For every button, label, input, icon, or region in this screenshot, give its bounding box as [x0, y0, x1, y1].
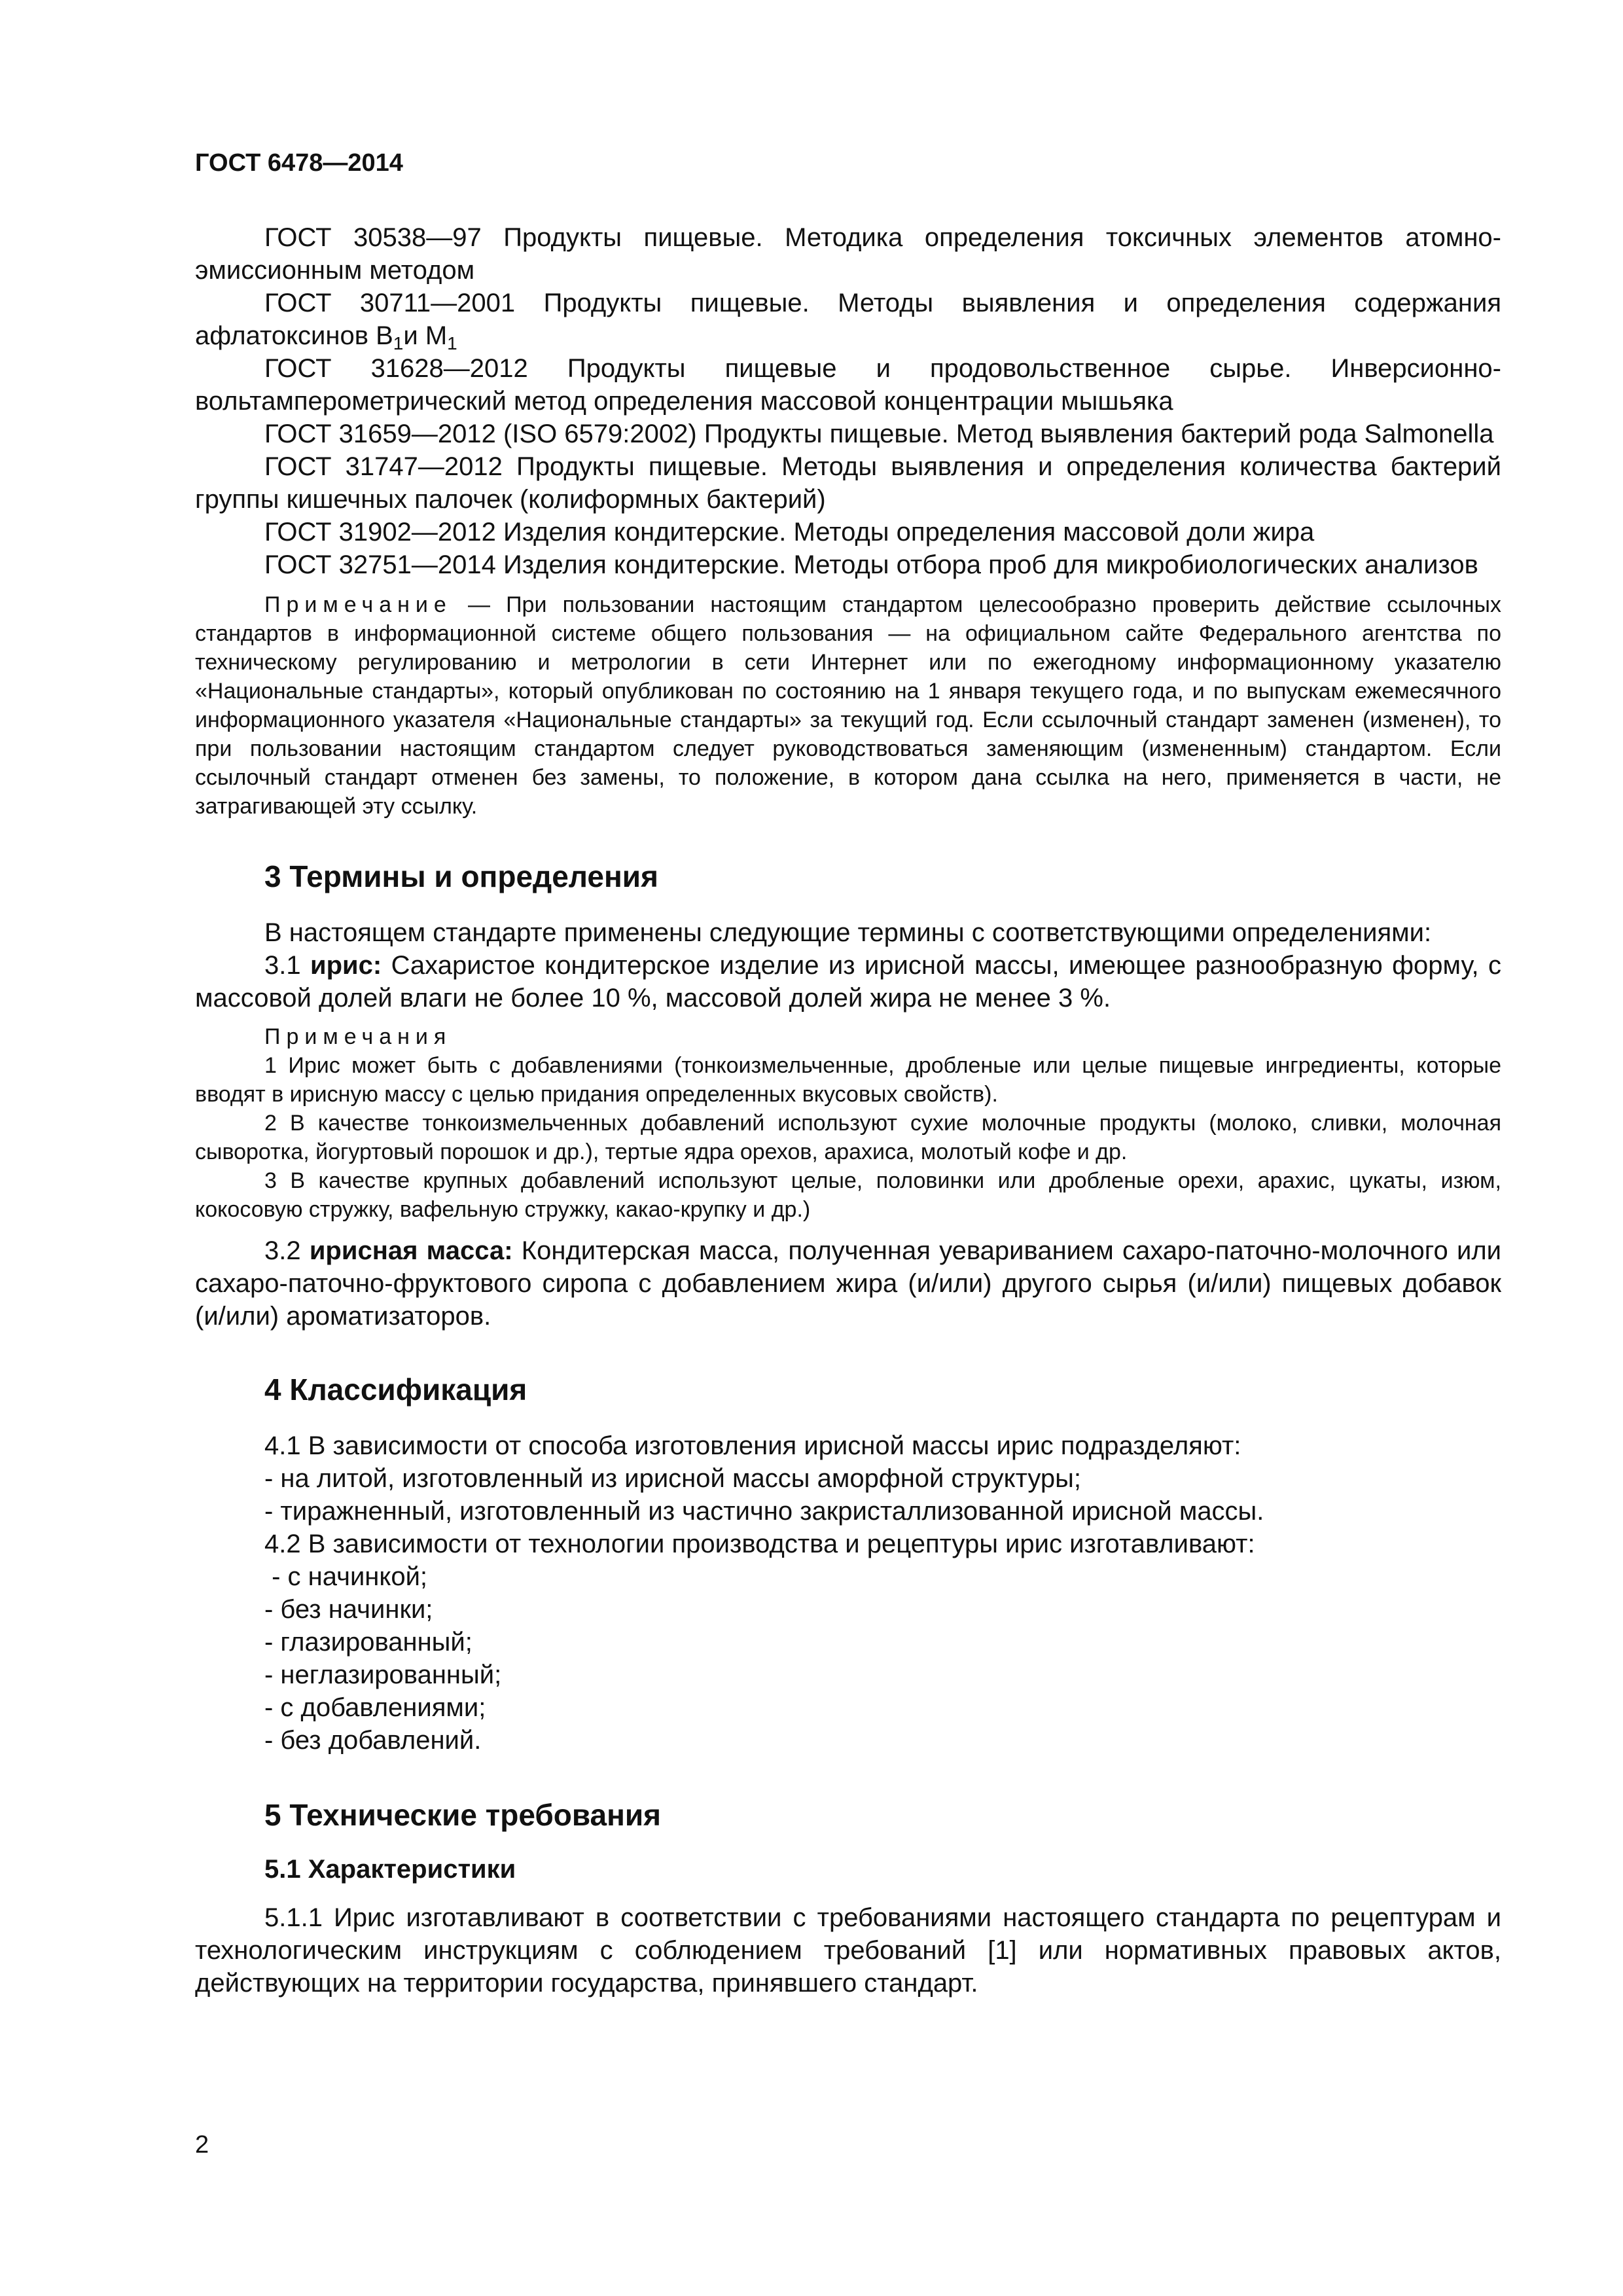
reference-item: ГОСТ 30538—97 Продукты пищевые. Методика определения токсичных элементов атомно-эмиссионным методом: [195, 223, 1501, 285]
reference-item: ГОСТ 32751—2014 Изделия кондитерские. Методы отбора проб для микробиологических анализов: [264, 550, 1478, 579]
list-item: 4.2 В зависимости от технологии производства и рецептуры ирис изготавливают:: [264, 1530, 1255, 1558]
term-iris: 3.1 ирис: Сахаристое кондитерское изделие из ирисной массы, имеющее разнообразную форму, с массовой долей влаги не более 10 %, массовой долей жира не менее 3 %.: [195, 951, 1501, 1013]
term-note: 2 В качестве тонкоизмельченных добавлений используют сухие молочные продукты (молоко, сливки, молочная сыворотка, йогуртовый порошок и др.), тертые ядра орехов, арахиса, молотый кофе и др.: [195, 1111, 1501, 1164]
list-item: - на литой, изготовленный из ирисной массы аморфной структуры;: [264, 1464, 1082, 1493]
running-header: ГОСТ 6478—2014: [195, 149, 403, 177]
list-item: - с начинкой;: [264, 1562, 428, 1591]
note-label: Примечание: [264, 592, 452, 617]
page-number: 2: [195, 2131, 209, 2159]
list-item: - неглазированный;: [264, 1660, 502, 1689]
term-label: ирис:: [310, 951, 382, 980]
list-item: - без начинки;: [264, 1595, 433, 1624]
section-3-heading: 3 Термины и определения: [264, 859, 658, 893]
section-5-paragraph: 5.1.1 Ирис изготавливают в соответствии с требованиями настоящего стандарта по рецептурам и технологическим инструкциям с соблюдением требований [1] или нормативных правовых актов, действующих на территории государства, принявшего стандарт.: [195, 1903, 1501, 1998]
notes-label: Примечания: [264, 1024, 452, 1049]
term-note: 1 Ирис может быть с добавлениями (тонкоизмельченные, дробленые или целые пищевые ингредиенты, которые вводят в ирисную массу с целью придания определенных вкусовых свойств).: [195, 1053, 1501, 1107]
subsection-5-1-heading: 5.1 Характеристики: [264, 1855, 516, 1884]
term-label: ирисная масса:: [309, 1236, 513, 1265]
list-item: - глазированный;: [264, 1628, 473, 1657]
reference-item: ГОСТ 31902—2012 Изделия кондитерские. Методы определения массовой доли жира: [264, 518, 1315, 547]
list-item: - с добавлениями;: [264, 1693, 486, 1722]
list-item: - без добавлений.: [264, 1726, 482, 1755]
section-4-heading: 4 Классификация: [264, 1372, 527, 1407]
section-3-intro: В настоящем стандарте применены следующие термины с соответствующими определениями:: [264, 918, 1432, 947]
reference-note: [195, 590, 1501, 821]
term-note: 3 В качестве крупных добавлений используют целые, половинки или дробленые орехи, арахис, цукаты, изюм, кокосовую стружку, вафельную стружку, какао-крупку и др.): [195, 1168, 1501, 1222]
note-text: — При пользовании настоящим стандартом целесообразно проверить действие ссылочных стандартов в информационной системе общего пользования — на официальном сайте Федерального агентства по техническому регулированию и метрологии в сети Интернет или по ежегодному информационному указателю «Национальные стандарты», который опубликован по состоянию на 1 января текущего года, и по выпускам ежемесячного информационного указателя «Национальные стандарты» за текущий год. Если ссылочный стандарт заменен (изменен), то при пользовании настоящим стандартом следует руководствоваться заменяющим (измененным) стандартом. Если ссылочный стандарт отменен без замены, то положение, в котором дана ссылка на него, применяется в части, не затрагивающей эту ссылку.: [195, 592, 1501, 819]
reference-item: ГОСТ 31659—2012 (ISO 6579:2002) Продукты пищевые. Метод выявления бактерий рода Salmonella: [264, 420, 1494, 448]
page-content: [195, 221, 1501, 2000]
section-5-heading: 5 Технические требования: [264, 1798, 661, 1832]
reference-item-aflatoxin: ГОСТ 30711—2001 Продукты пищевые. Методы выявления и определения содержания афлатоксинов $B_1и$ $M_1$: [195, 289, 1501, 353]
list-item: - тиражненный, изготовленный из частично закристаллизованной ирисной массы.: [264, 1497, 1264, 1526]
list-item: 4.1 В зависимости от способа изготовления ирисной массы ирис подразделяют:: [264, 1431, 1241, 1460]
term-iris-mass: 3.2 ирисная масса: Кондитерская масса, полученная уевариванием сахаро-паточно-молочного или сахаро-паточно-фруктового сиропа с добавлением жира (и/или) другого сырья (и/или) пищевых добавок (и/или) ароматизаторов.: [195, 1236, 1502, 1331]
reference-item: ГОСТ 31747—2012 Продукты пищевые. Методы выявления и определения количества бактерий группы кишечных палочек (колиформных бактерий): [195, 452, 1501, 514]
classification-list: [195, 1429, 1501, 1757]
reference-item: ГОСТ 31628—2012 Продукты пищевые и продовольственное сырье. Инверсионно-вольтамперометрический метод определения массовой концентрации мышьяка: [195, 354, 1501, 416]
